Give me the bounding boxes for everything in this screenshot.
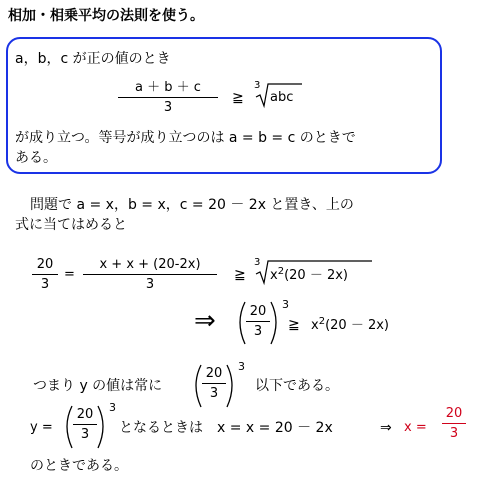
box-root-body: abc (270, 90, 294, 105)
box-root-index: 3 (254, 80, 261, 91)
eq1-geq-sign: ≧ (234, 267, 246, 283)
answer-numerator: 20 (445, 406, 463, 421)
answer-denominator: 3 (449, 426, 459, 441)
eq1-mid-fraction (83, 257, 217, 292)
conclusion-text-end: 以下である。 (255, 378, 339, 394)
eq4-fraction (73, 407, 97, 442)
eq2-numerator: 20 (249, 304, 267, 319)
conclusion-text: つまり y の値は常に (33, 378, 163, 394)
eq4-denominator: 3 (80, 427, 90, 442)
eq1-root-body (270, 268, 348, 283)
eq1-mid-numerator: x + x + (20-2x) (99, 257, 201, 272)
eq3-fraction (202, 366, 226, 401)
box-fraction-denominator: 3 (163, 100, 173, 115)
eq1-root-index: 3 (254, 257, 261, 268)
box-conclusion-end: ある。 (15, 150, 57, 166)
eq1-equals: = (64, 267, 75, 282)
eq4-middle-text: となるときは x = x = 20 － 2x (119, 420, 333, 436)
eq4-exponent: 3 (109, 401, 116, 414)
eq1-root-rest: (20 － 2x) (284, 268, 348, 283)
eq2-denominator: 3 (253, 324, 263, 339)
eq1-lhs-denominator: 3 (40, 277, 50, 292)
fraction-bar (73, 424, 97, 425)
eq1-lhs-fraction (32, 257, 58, 292)
fraction-bar (118, 97, 218, 98)
eq2-rhs-rest: (20 － 2x) (325, 318, 389, 333)
substitution-text: 問題で a = x，b = x，c = 20 － 2x と置き、上の (30, 197, 354, 213)
fraction-bar (442, 423, 466, 424)
eq2-exponent: 3 (282, 298, 289, 311)
eq2-rhs (311, 318, 389, 333)
eq4-implies-icon: ⇒ (380, 420, 392, 436)
eq3-denominator: 3 (209, 386, 219, 401)
fraction-bar (83, 274, 217, 275)
eq2-rhs-exponent: 2 (318, 316, 326, 327)
answer-prefix: x = (404, 420, 427, 435)
box-fraction (118, 80, 218, 115)
final-text: のときである。 (30, 458, 128, 474)
answer-fraction (442, 406, 466, 441)
box-conclusion-text: が成り立つ。等号が成り立つのは a = b = c のときで (15, 130, 356, 146)
page-heading: 相加・相乗平均の法則を使う。 (8, 8, 204, 24)
substitution-text-2: 式に当てはめると (15, 217, 127, 233)
eq1-lhs-numerator: 20 (36, 257, 54, 272)
eq2-fraction (246, 304, 270, 339)
box-condition-text: a，b，c が正の値のとき (15, 51, 171, 67)
eq1-root-exponent: 2 (277, 266, 285, 277)
eq3-numerator: 20 (205, 366, 223, 381)
box-fraction-numerator: a ＋ b ＋ c (135, 80, 201, 95)
eq3-exponent: 3 (238, 360, 245, 373)
eq1-mid-denominator: 3 (145, 277, 155, 292)
box-geq-sign: ≧ (232, 90, 244, 106)
implies-arrow-icon: ⇒ (194, 306, 216, 336)
fraction-bar (32, 274, 58, 275)
eq4-prefix: y = (30, 420, 53, 435)
eq2-rhs-x: x (311, 318, 319, 333)
eq4-numerator: 20 (76, 407, 94, 422)
fraction-bar (246, 321, 270, 322)
fraction-bar (202, 383, 226, 384)
eq2-geq-sign: ≧ (288, 317, 300, 333)
eq1-root-x: x (270, 268, 278, 283)
